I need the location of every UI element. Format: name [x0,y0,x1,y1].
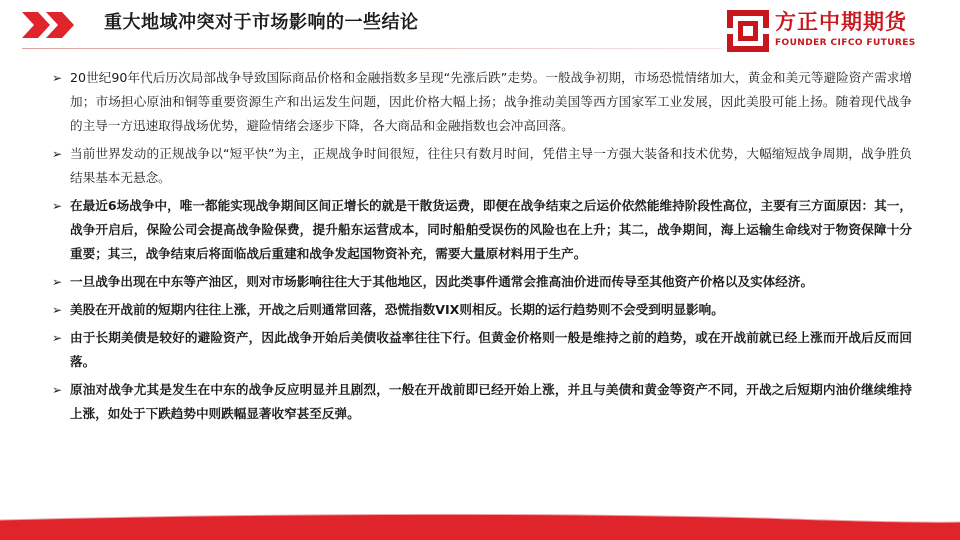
bullet-text: 当前世界发动的正规战争以“短平快”为主，正规战争时间很短，往往只有数月时间，凭借主导一方强大装备和技术优势，大幅缩短战争周期，战争胜负结果基本无悬念。 [70,146,912,185]
chevron-double-right-icon [22,12,82,38]
arrow-bullet-icon: ➢ [52,331,63,345]
logo-text-en: FOUNDER CIFCO FUTURES [775,38,916,48]
arrow-bullet-icon: ➢ [52,147,63,161]
bullet-text: 20世纪90年代后历次局部战争导致国际商品价格和金融指数多呈现“先涨后跌”走势。一般战争初期，市场恐慌情绪加大，黄金和美元等避险资产需求增加；市场担心原油和铜等重要资源生产和出运发生问题，因此价格大幅上扬；战争推动美国等西方国家军工业发展，因此美股可能上扬。随着现代战争的主导一方迅速取得战场优势，避险情绪会逐步下降，各大商品和金融指数也会冲高回落。 [70,70,912,133]
bullet-text: 原油对战争尤其是发生在中东的战争反应明显并且剧烈，一般在开战前即已经开始上涨，并且与美债和黄金等资产不同，开战之后短期内油价继续维持上涨，如处于下跌趋势中则跌幅显著收窄甚至反弹。 [70,382,912,421]
bullet-item [52,194,912,266]
footer-band [0,512,960,540]
bullet-item [52,326,912,374]
bullet-item [52,378,912,426]
bullet-text: 在最近6场战争中，唯一都能实现战争期间区间正增长的就是干散货运费，即便在战争结束之后运价依然能维持阶段性高位，主要有三方面原因：其一，战争开启后，保险公司会提高战争险保费，提升船东运营成本，同时船舶受误伤的风险也在上升；其二，战争期间，海上运输生命线对于物资保障十分重要；其三，战争结束后将面临战后重建和战争发起国物资补充，需要大量原材料用于生产。 [70,198,912,261]
bullet-item [52,66,912,138]
bullet-item [52,298,912,322]
slide-header [0,0,960,60]
founder-logo-icon [727,10,769,52]
arrow-bullet-icon: ➢ [52,383,63,397]
bullet-text: 美股在开战前的短期内往往上涨，开战之后则通常回落，恐慌指数VIX则相反。长期的运行趋势则不会受到明显影响。 [70,302,724,317]
header-divider [22,48,722,49]
bullet-text: 由于长期美债是较好的避险资产，因此战争开始后美债收益率往往下行。但黄金价格则一般是维持之前的趋势，或在开战前就已经上涨而开战后反而回落。 [70,330,912,369]
arrow-bullet-icon: ➢ [52,275,63,289]
bullet-text: 一旦战争出现在中东等产油区，则对市场影响往往大于其他地区，因此类事件通常会推高油价进而传导至其他资产价格以及实体经济。 [70,274,814,289]
arrow-bullet-icon: ➢ [52,199,63,213]
arrow-bullet-icon: ➢ [52,303,63,317]
arrow-bullet-icon: ➢ [52,71,63,85]
bullet-list [52,66,912,430]
logo-text-cn: 方正中期期货 [775,10,907,34]
bullet-item [52,142,912,190]
bullet-item [52,270,912,294]
page-title: 重大地域冲突对于市场影响的一些结论 [104,12,419,33]
company-logo [727,8,932,54]
